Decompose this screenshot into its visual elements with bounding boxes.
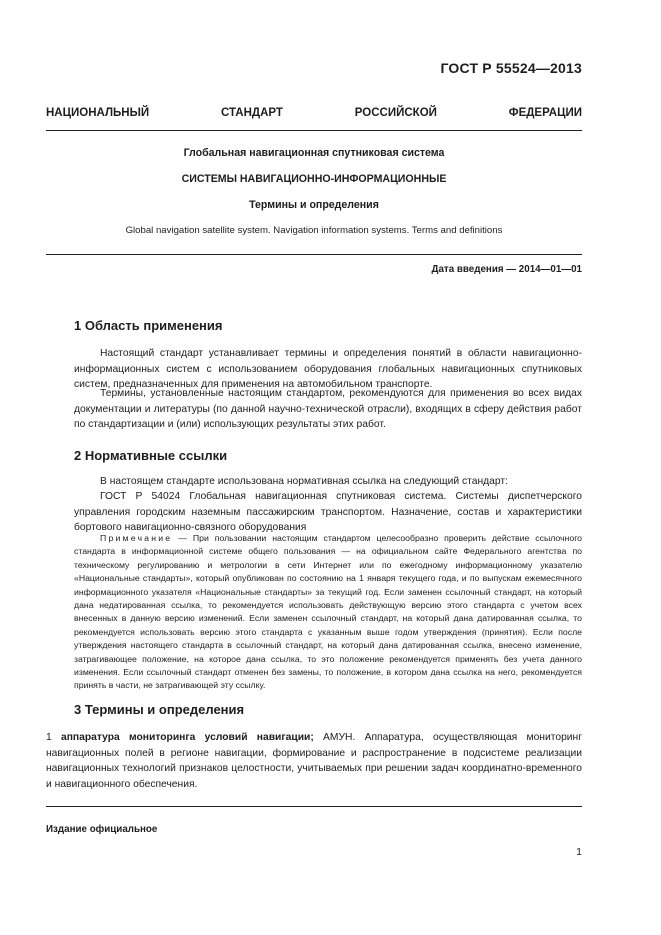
official-edition-label: Издание официальное <box>46 824 158 835</box>
section-1-paragraph-2 <box>74 386 582 433</box>
introduction-date: Дата введения — 2014—01—01 <box>431 264 582 275</box>
gost-number: ГОСТ Р 55524—2013 <box>440 60 582 76</box>
title-line-2: СИСТЕМЫ НАВИГАЦИОННО-ИНФОРМАЦИОННЫЕ <box>181 173 447 185</box>
note-text: — При пользовании настоящим стандартом целесообразно проверить действие ссылочного стандарта в информационной системе общего пользования — на официальном сайте Федерального агентства по техническому регулированию и метрологии в сети Интернет или по ежегодному информационному указателю «Национальные стандарты», который опубликован по состоянию на 1 января текущего года, и по выпускам ежемесячного информационного указателя «Национальные стандарты» за текущий год. Если заменен ссылочный стандарт, на который дана недатированная ссылка, то рекомендуется использовать действующую версию этого стандарта с учетом всех внесенных в данную версию изменений. Если заменен ссылочный стандарт, на который дана датированная ссылка, то рекомендуется использовать версию этого стандарта с указанным выше годом утверждения (принятия). Если после утверждения настоящего стандарта в ссылочный стандарт, на который дана датированная ссылка, внесено изменение, затрагивающее положение, на которое дана ссылка, то это положение рекомендуется применять без учета данного изменения. Если ссылочный стандарт отменен без замены, то положение, в котором дана ссылка на него, рекомендуется принять в части, не затрагивающей эту ссылку. <box>74 533 582 691</box>
section-1-paragraph-1-text: Настоящий стандарт устанавливает термины и определения понятий в области навигационно-информационных систем с использованием оборудования глобальных навигационных спутниковых систем, предназначенных для применения на автомобильном транспорте. <box>74 348 582 391</box>
section-1-heading: 1 Область применения <box>74 318 223 333</box>
term-number: 1 <box>46 732 61 743</box>
section-2-paragraph-1 <box>74 474 582 490</box>
page-number: 1 <box>576 846 582 858</box>
section-3-heading: 3 Термины и определения <box>74 702 245 717</box>
note-label: Примечание <box>100 533 173 543</box>
section-2-paragraph-1-text: В настоящем стандарте использована нормативная ссылка на следующий стандарт: <box>100 476 508 487</box>
term-name: аппаратура мониторинга условий навигации; <box>60 732 314 743</box>
section-1-paragraph-2-text: Термины, установленные настоящим стандартом, рекомендуются для применения во всех видах документации и литературы (по данной научно-технической отрасли), входящих в сферу действия работ по стандартизации и (или) использующих результаты этих работ. <box>74 388 582 431</box>
section-2-reference <box>74 489 582 536</box>
term-entry-1 <box>46 730 582 792</box>
title-english: Global navigation satellite system. Navigation information systems. Terms and definitions <box>125 225 503 236</box>
section-2-note <box>74 532 582 693</box>
national-standard-heading: НАЦИОНАЛЬНЫЙ СТАНДАРТ РОССИЙСКОЙ ФЕДЕРАЦИИ <box>46 107 582 119</box>
top-divider <box>46 130 582 131</box>
term-definition: АМУН. Аппаратура, осуществляющая мониторинг навигационных полей в регионе навигации, формирование и распространение в подсистеме реализации навигационных технологий признаков целостности, учитываемых при решении задач координатно-временного и навигационного обеспечения. <box>46 732 582 790</box>
title-line-1: Глобальная навигационная спутниковая система <box>183 147 445 159</box>
section-2-reference-text: ГОСТ Р 54024 Глобальная навигационная спутниковая система. Системы диспетчерского управления городским наземным пассажирским транспортом. Назначение, состав и характеристики бортового навигационно-связного оборудования <box>74 491 582 534</box>
title-line-3: Термины и определения <box>249 199 379 211</box>
footer-divider <box>46 806 582 807</box>
title-divider <box>46 254 582 255</box>
section-2-heading: 2 Нормативные ссылки <box>74 448 228 463</box>
